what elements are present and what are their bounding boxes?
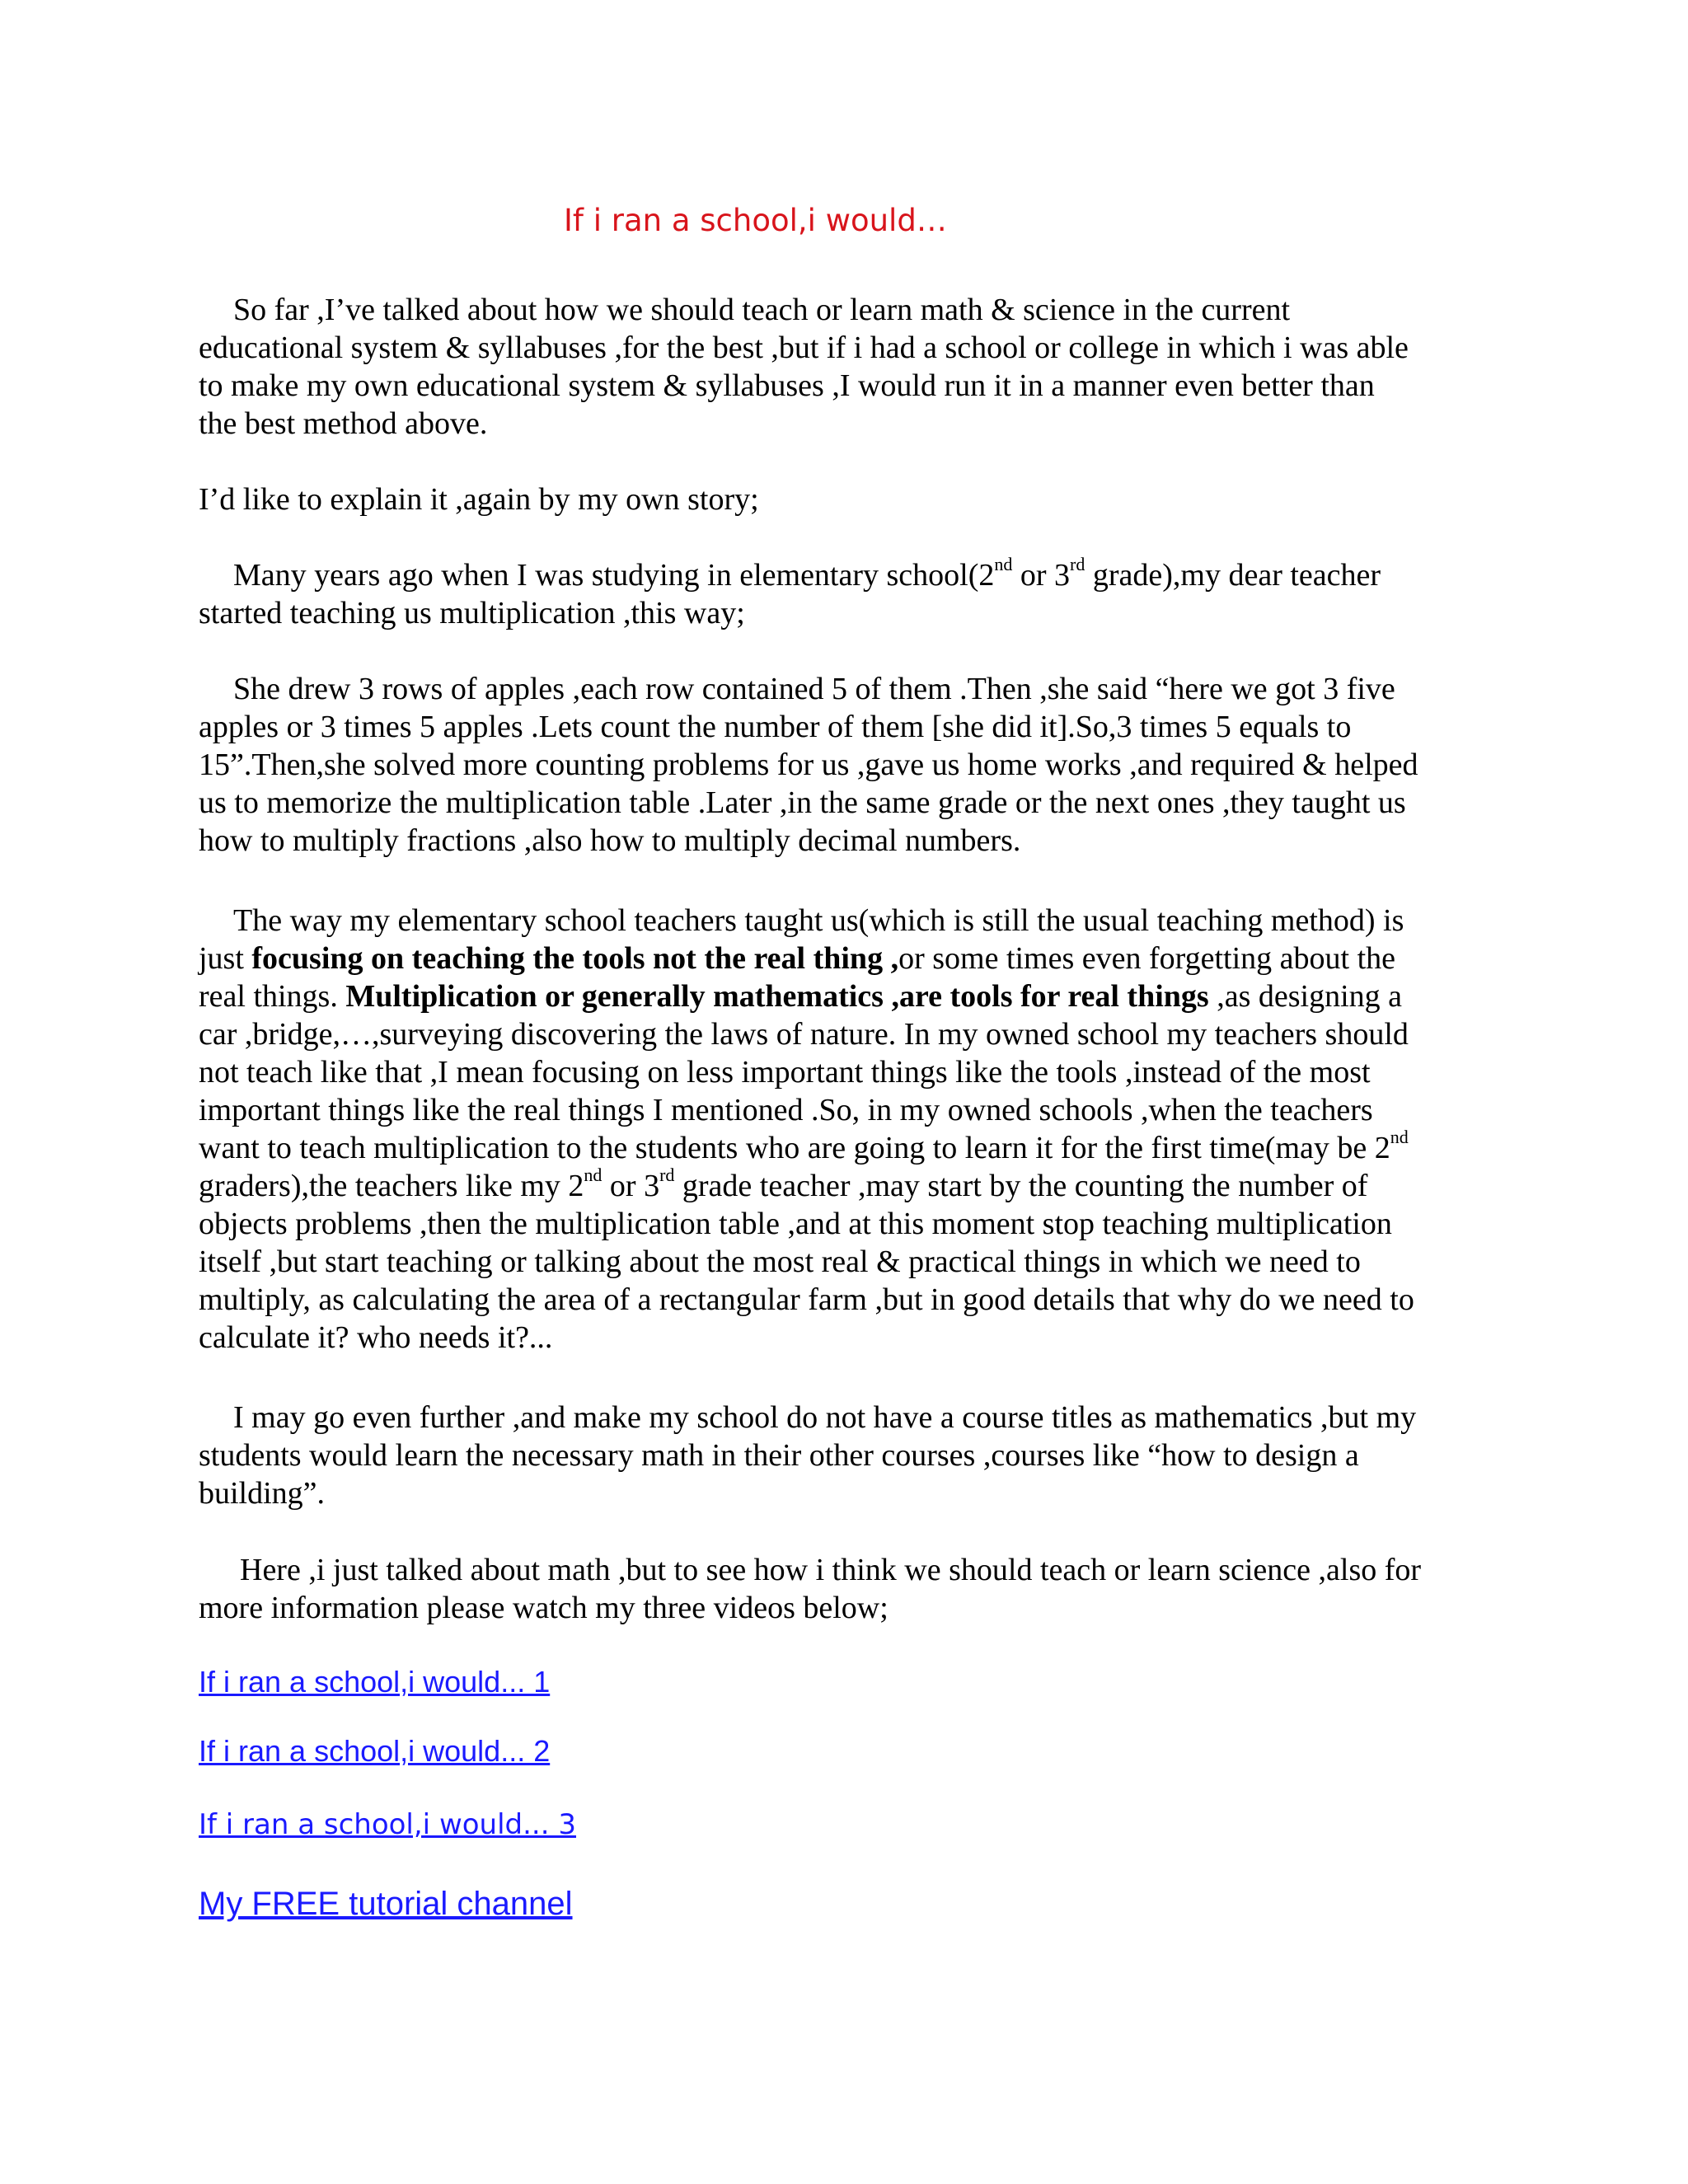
video-link-3[interactable]: If i ran a school,i would... 3 <box>199 1808 576 1841</box>
text-segment: real things. <box>199 979 346 1014</box>
text-segment: graders),the teachers like my 2 <box>199 1169 584 1203</box>
text-line: the best method above. <box>199 406 488 441</box>
text-line: educational system & syllabuses ,for the best ,but if i had a school or college in which i was able <box>199 330 1409 365</box>
text-line <box>199 556 1501 594</box>
text-line: I may go even further ,and make my school do not have a course titles as mathematics ,but my <box>233 1400 1417 1435</box>
text-line: us to memorize the multiplication table .Later ,in the same grade or the next ones ,they taught us <box>199 785 1406 820</box>
text-line: She drew 3 rows of apples ,each row contained 5 of them .Then ,she said “here we got 3 five <box>233 672 1395 706</box>
text-line: car ,bridge,…,surveying discovering the laws of nature. In my owned school my teachers should <box>199 1017 1409 1052</box>
text-segment: grade),my dear teacher <box>1085 558 1381 593</box>
text-segment: want to teach multiplication to the students who are going to learn it for the first time(may be 2 <box>199 1131 1390 1165</box>
text-line: calculate it? who needs it?... <box>199 1320 553 1355</box>
text-segment: or some times even forgetting about the <box>898 941 1396 976</box>
paragraph-further <box>199 1399 1501 1512</box>
text-segment: or 3 <box>602 1169 660 1203</box>
superscript: rd <box>1070 554 1085 575</box>
text-line: So far ,I’ve talked about how we should teach or learn math & science in the current <box>233 293 1291 327</box>
text-line: multiply, as calculating the area of a rectangular farm ,but in good details that why do we need to <box>199 1282 1414 1317</box>
text-line: I’d like to explain it ,again by my own story; <box>199 482 759 517</box>
superscript: nd <box>994 554 1013 575</box>
paragraph-story <box>199 556 1501 632</box>
tutorial-channel-link[interactable]: My FREE tutorial channel <box>199 1886 573 1922</box>
paragraph-videos <box>199 1551 1501 1627</box>
text-line: started teaching us multiplication ,this way; <box>199 596 745 630</box>
text-line: building”. <box>199 1476 326 1511</box>
paragraph-apples <box>199 670 1501 860</box>
text-line: The way my elementary school teachers taught us(which is still the usual teaching method) is <box>233 903 1404 938</box>
text-line: itself ,but start teaching or talking about the most real & practical things in which we need to <box>199 1244 1361 1279</box>
text-line <box>199 1129 1501 1167</box>
text-line: to make my own educational system & syllabuses ,I would run it in a manner even better than <box>199 368 1375 403</box>
text-line: apples or 3 times 5 apples .Lets count the number of them [she did it].So,3 times 5 equals to <box>199 710 1352 744</box>
text-segment: or 3 <box>1012 558 1071 593</box>
bold-text: focusing on teaching the tools not the real thing , <box>251 941 899 976</box>
text-line: Here ,i just talked about math ,but to see how i think we should teach or learn science ,also for <box>240 1553 1422 1587</box>
text-segment: just <box>199 941 252 976</box>
text-line: students would learn the necessary math in their other courses ,courses like “how to design a <box>199 1438 1359 1473</box>
text-line <box>199 940 1501 977</box>
video-link-1[interactable]: If i ran a school,i would... 1 <box>199 1665 551 1699</box>
paragraph-explain <box>199 480 1501 518</box>
text-line: more information please watch my three videos below; <box>199 1591 889 1625</box>
text-line: not teach like that ,I mean focusing on less important things like the tools ,instead of the most <box>199 1055 1371 1090</box>
document-title: If i ran a school,i would… <box>564 203 947 238</box>
text-line: 15”.Then,she solved more counting problems for us ,gave us home works ,and required & helped <box>199 748 1418 782</box>
text-segment: ,as designing a <box>1208 979 1402 1014</box>
text-line: important things like the real things I mentioned .So, in my owned schools ,when the teachers <box>199 1093 1373 1127</box>
bold-text: Multiplication or generally mathematics ,are tools for real things <box>345 979 1209 1014</box>
superscript: nd <box>584 1165 603 1186</box>
text-line: objects problems ,then the multiplication table ,and at this moment stop teaching multiplication <box>199 1207 1392 1241</box>
text-line <box>199 977 1501 1015</box>
text-segment: grade teacher ,may start by the counting the number of <box>674 1169 1368 1203</box>
text-line <box>199 1167 1501 1205</box>
superscript: rd <box>659 1165 675 1186</box>
paragraph-method <box>199 902 1501 1357</box>
video-link-2[interactable]: If i ran a school,i would... 2 <box>199 1734 551 1768</box>
text-line: how to multiply fractions ,also how to multiply decimal numbers. <box>199 823 1021 858</box>
paragraph-intro <box>199 291 1501 443</box>
text-segment: Many years ago when I was studying in elementary school(2 <box>233 558 995 593</box>
superscript: nd <box>1390 1127 1409 1148</box>
